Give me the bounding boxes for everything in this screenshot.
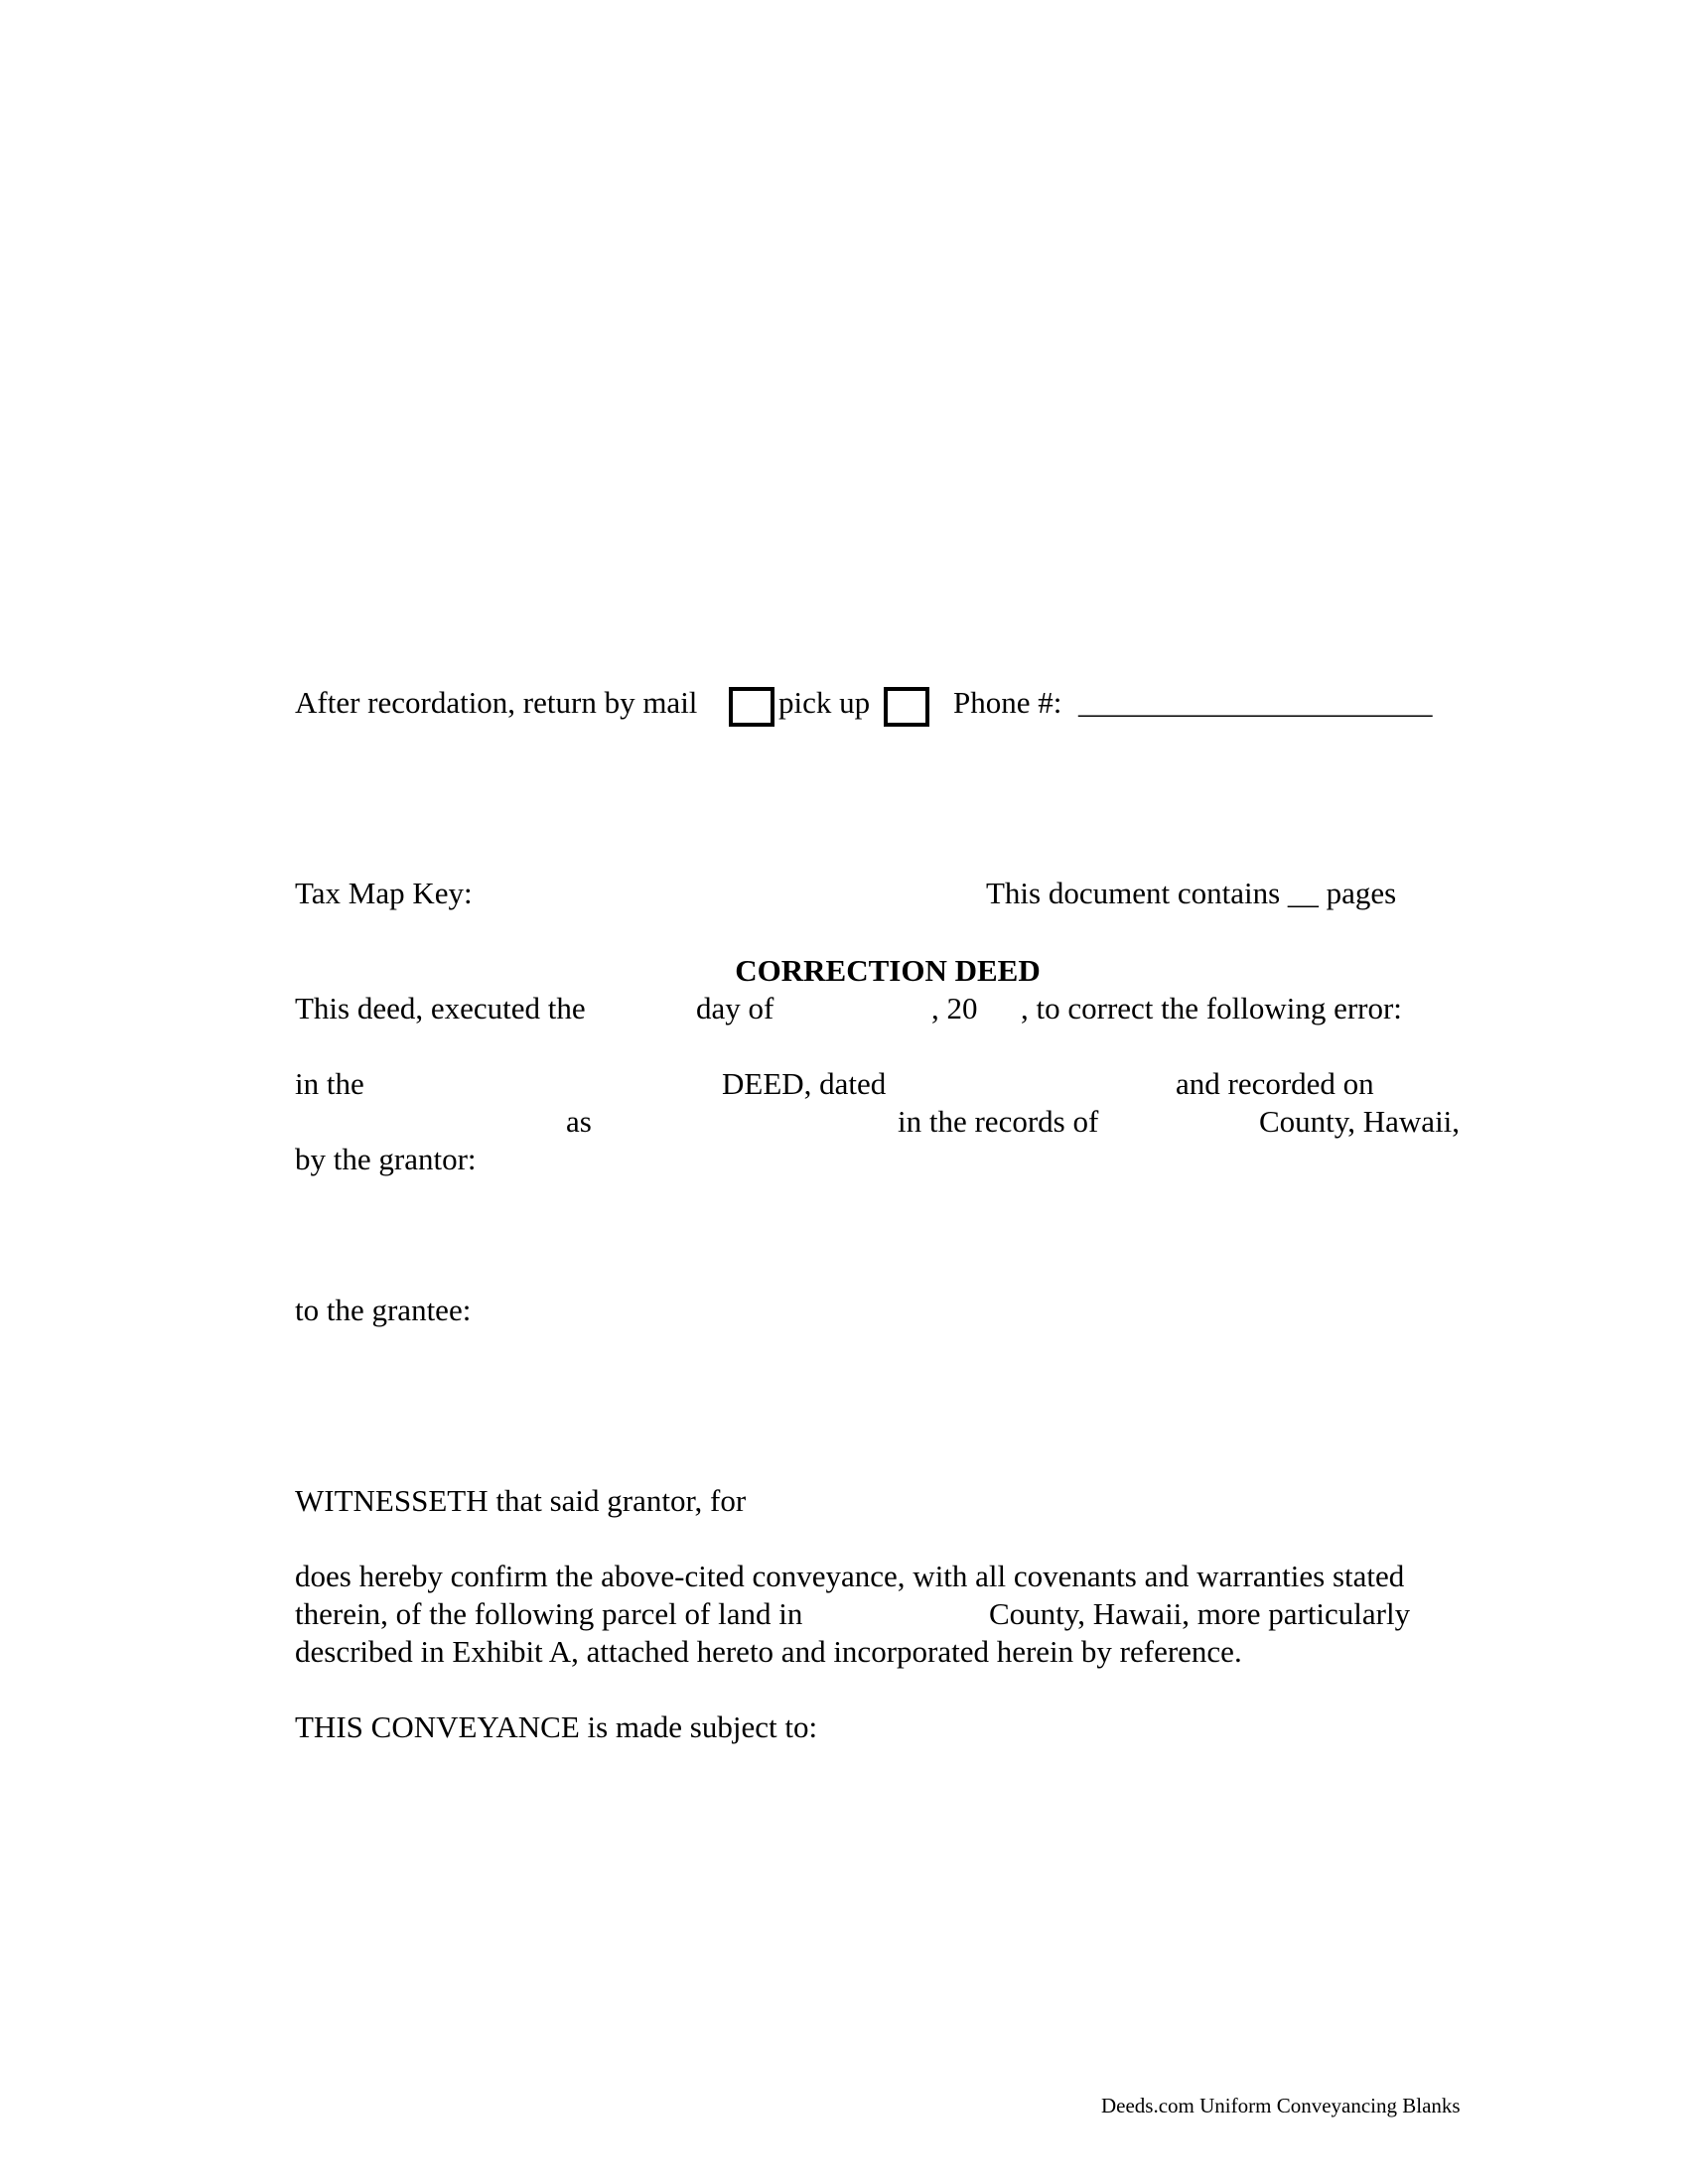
return-by-mail-label: After recordation, return by mail	[295, 685, 698, 720]
records-of-label: in the records of	[898, 1104, 1099, 1139]
phone-field[interactable]: _______________________	[1078, 685, 1433, 720]
mail-checkbox[interactable]	[729, 687, 774, 727]
pick-up-label: pick up	[778, 685, 871, 720]
grantor-label: by the grantor:	[295, 1142, 477, 1176]
correct-error-label: , to correct the following error:	[1021, 991, 1402, 1025]
grantee-label: to the grantee:	[295, 1293, 472, 1327]
witnesseth-clause: WITNESSETH that said grantor, for	[295, 1483, 747, 1518]
pick-up-checkbox[interactable]	[884, 687, 929, 727]
as-label: as	[566, 1104, 592, 1139]
subject-to-clause: THIS CONVEYANCE is made subject to:	[295, 1709, 818, 1744]
in-the-label: in the	[295, 1066, 364, 1101]
year-label: , 20	[931, 991, 978, 1025]
county-hawaii-label: County, Hawaii,	[1259, 1104, 1461, 1139]
confirm-paragraph-line-3: described in Exhibit A, attached hereto and incorporated herein by reference.	[295, 1634, 1242, 1669]
tax-map-key-label: Tax Map Key:	[295, 876, 473, 910]
day-of-label: day of	[696, 991, 774, 1025]
confirm-paragraph-line-2b: County, Hawaii, more particularly	[989, 1596, 1411, 1631]
document-title: CORRECTION DEED	[735, 953, 1041, 988]
footer-text: Deeds.com Uniform Conveyancing Blanks	[1101, 2094, 1461, 2117]
recorded-on-label: and recorded on	[1176, 1066, 1374, 1101]
confirm-paragraph-line-2a: therein, of the following parcel of land in	[295, 1596, 803, 1631]
phone-label: Phone #:	[953, 685, 1062, 720]
confirm-paragraph-line-1: does hereby confirm the above-cited conveyance, with all covenants and warranties stated	[295, 1559, 1405, 1593]
deed-dated-label: DEED, dated	[722, 1066, 887, 1101]
page-count-note: This document contains __ pages	[986, 876, 1397, 910]
deed-executed-label: This deed, executed the	[295, 991, 586, 1025]
